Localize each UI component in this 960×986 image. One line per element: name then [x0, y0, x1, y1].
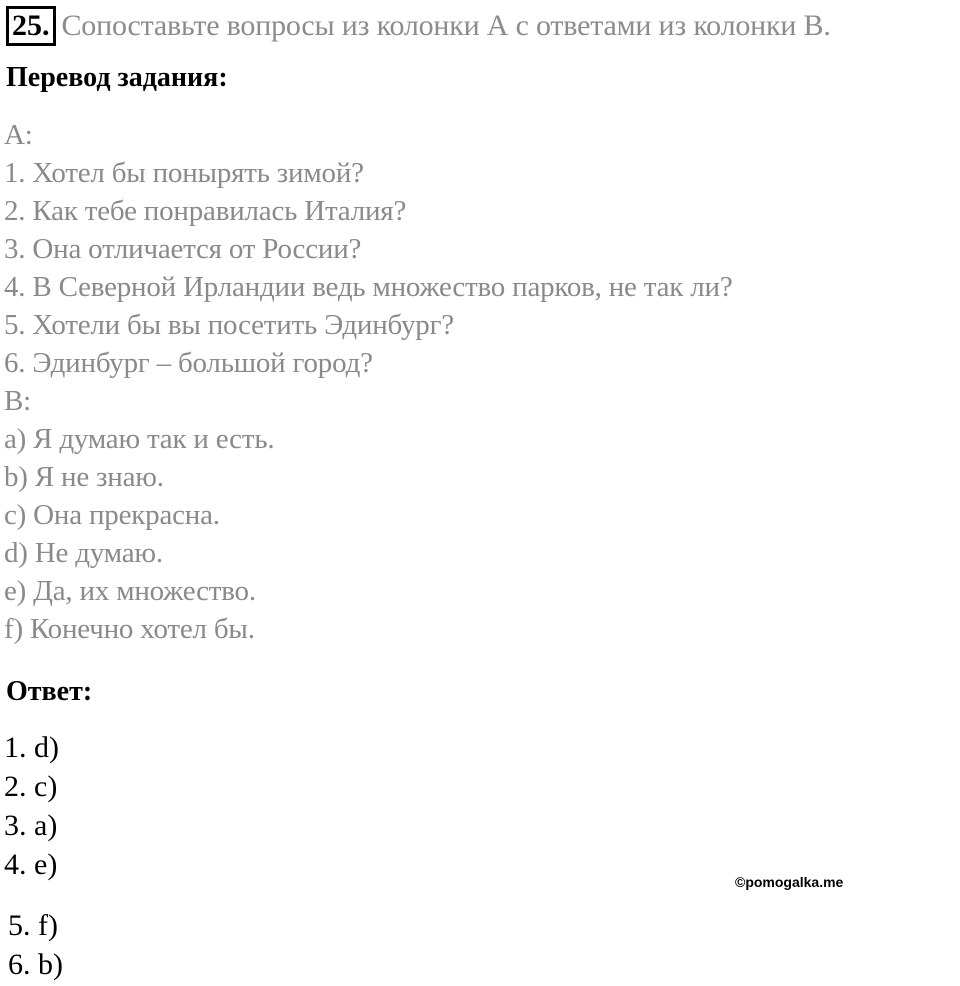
- reply-d: d) Не думаю.: [4, 537, 163, 569]
- reply-c: c) Она прекрасна.: [4, 499, 220, 531]
- task-number: 25.: [6, 6, 56, 46]
- reply-f: f) Конечно хотел бы.: [4, 613, 255, 645]
- answer-item: 2. c): [4, 770, 58, 803]
- reply-a: а) Я думаю так и есть.: [4, 423, 275, 455]
- question-3: 3. Она отличается от России?: [4, 233, 362, 265]
- question-4: 4. В Северной Ирландии ведь множество парков, не так ли?: [4, 271, 733, 303]
- watermark: ©pomogalka.me: [735, 874, 844, 890]
- translation-title: Перевод задания:: [6, 62, 228, 93]
- task-instruction: Сопоставьте вопросы из колонки А с ответами из колонки В.: [61, 9, 831, 42]
- column-a-label: А:: [4, 119, 33, 151]
- answer-item: 1. d): [4, 731, 59, 764]
- question-2: 2. Как тебе понравилась Италия?: [4, 195, 407, 227]
- translation-lines: [4, 116, 732, 648]
- column-b-label: В:: [4, 385, 31, 417]
- answer-title: Ответ:: [6, 676, 93, 707]
- answer-item: 3. a): [4, 809, 58, 842]
- answer-item: 4. e): [4, 848, 58, 881]
- question-6: 6. Эдинбург – большой город?: [4, 347, 373, 379]
- answer-list: [4, 728, 63, 984]
- question-1: 1. Хотел бы понырять зимой?: [4, 157, 364, 189]
- reply-e: e) Да, их множество.: [4, 575, 256, 607]
- task-header: [6, 6, 831, 46]
- question-5: 5. Хотели бы вы посетить Эдинбург?: [4, 309, 454, 341]
- answer-item: 5. f): [8, 909, 58, 942]
- answer-item: 6. b): [8, 948, 63, 981]
- reply-b: b) Я не знаю.: [4, 461, 164, 493]
